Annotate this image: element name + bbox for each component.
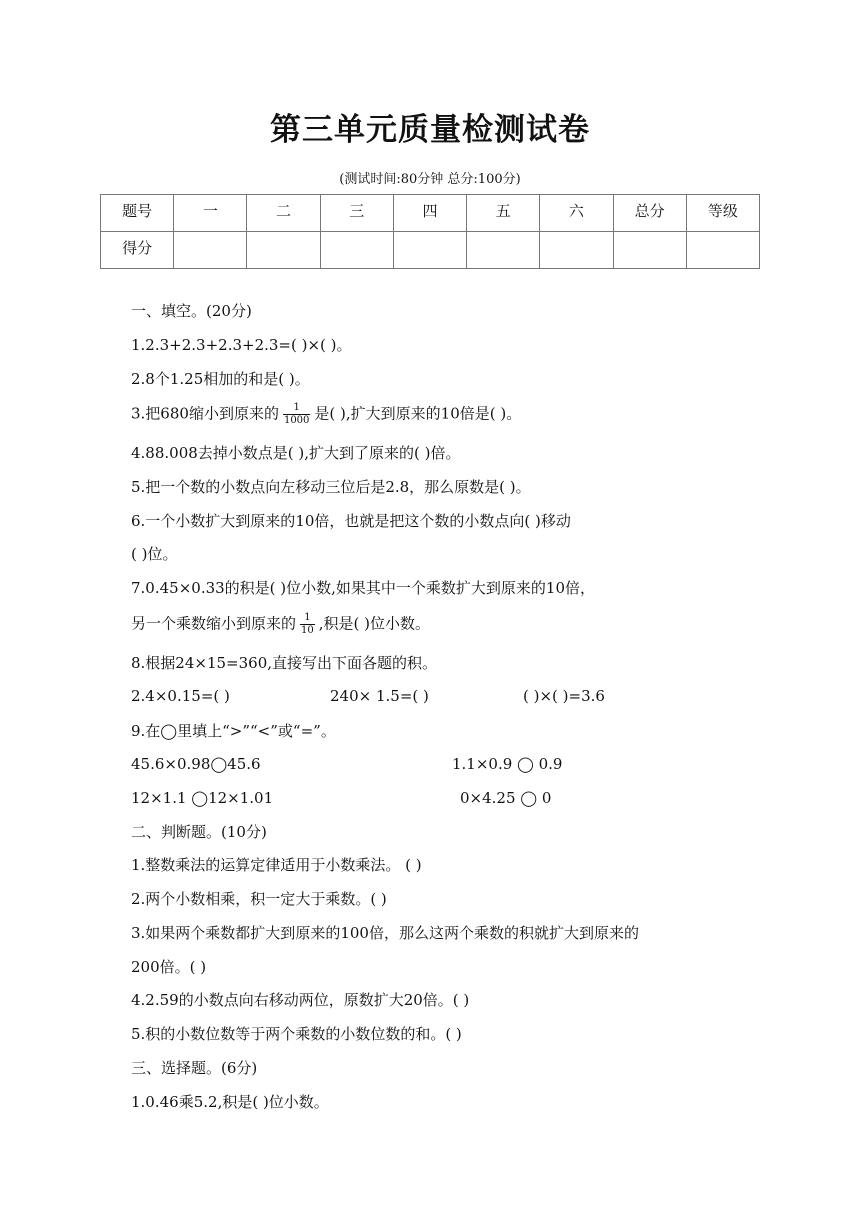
test-info: (测试时间:80分钟 总分:100分) <box>339 172 521 187</box>
fraction-numerator: 1 <box>300 612 315 625</box>
fraction-denominator: 1000 <box>283 415 310 426</box>
question: 4.88.008去掉小数点是( ),扩大到了原来的( )倍。 <box>131 444 461 462</box>
question: 7.0.45×0.33的积是( )位小数,如果其中一个乘数扩大到原来的10倍， <box>131 579 596 597</box>
question: 1.整数乘法的运算定律适用于小数乘法。 ( ) <box>131 856 422 874</box>
score-cell: 四 <box>393 195 466 232</box>
score-input-cell[interactable] <box>174 232 247 269</box>
score-cell: 三 <box>320 195 393 232</box>
sub-question: 0×4.25 ◯ 0 <box>460 789 552 807</box>
fraction-numerator: 1 <box>283 402 310 415</box>
score-cell: 总分 <box>613 195 686 232</box>
score-table <box>100 194 760 269</box>
score-input-cell[interactable] <box>540 232 613 269</box>
question: 6.一个小数扩大到原来的10倍，也就是把这个数的小数点向( )移动 <box>131 512 571 530</box>
score-input-cell[interactable] <box>686 232 759 269</box>
question-text: 是( ),扩大到原来的10倍是( )。 <box>314 404 522 423</box>
question <box>131 402 521 427</box>
question: 5.积的小数位数等于两个乘数的小数位数的和。( ) <box>131 1025 462 1043</box>
question: 8.根据24×15=360,直接写出下面各题的积。 <box>131 654 438 672</box>
score-cell: 六 <box>540 195 613 232</box>
question-continuation: ( )位。 <box>131 545 178 563</box>
question-text: ,积是( )位小数。 <box>318 614 430 633</box>
score-cell: 题号 <box>101 195 174 232</box>
score-cell: 二 <box>247 195 320 232</box>
sub-question: 2.4×0.15=( ) <box>131 687 230 705</box>
sub-question: 1.1×0.9 ◯ 0.9 <box>452 755 563 773</box>
score-input-cell[interactable] <box>613 232 686 269</box>
score-input-cell[interactable] <box>393 232 466 269</box>
fraction <box>283 402 310 427</box>
question: 9.在◯里填上“>”“<”或“=”。 <box>131 722 336 740</box>
score-input-cell[interactable] <box>467 232 540 269</box>
score-table-header-row <box>101 195 760 232</box>
question-text: 另一个乘数缩小到原来的 <box>131 614 297 633</box>
question: 5.把一个数的小数点向左移动三位后是2.8，那么原数是( )。 <box>131 478 531 496</box>
score-cell: 等级 <box>686 195 759 232</box>
question: 2.8个1.25相加的和是( )。 <box>131 370 310 388</box>
question: 1.2.3+2.3+2.3+2.3=( )×( )。 <box>131 336 352 354</box>
section-heading: 三、选择题。(6分) <box>131 1059 258 1077</box>
question-text: 3.把680缩小到原来的 <box>131 404 279 423</box>
score-table-score-row <box>101 232 760 269</box>
question: 1.0.46乘5.2,积是( )位小数。 <box>131 1093 329 1111</box>
sub-question: 12×1.1 ◯12×1.01 <box>131 789 274 807</box>
question: 3.如果两个乘数都扩大到原来的100倍，那么这两个乘数的积就扩大到原来的 <box>131 924 639 942</box>
fraction-denominator: 10 <box>301 625 314 636</box>
fraction <box>300 612 315 637</box>
sub-question: 240× 1.5=( ) <box>330 687 429 705</box>
score-input-cell[interactable] <box>247 232 320 269</box>
question-continuation <box>131 612 430 637</box>
section-heading: 一、填空。(20分) <box>131 302 252 320</box>
section-heading: 二、判断题。(10分) <box>131 823 267 841</box>
score-cell: 五 <box>467 195 540 232</box>
sub-question: 45.6×0.98◯45.6 <box>131 755 261 773</box>
score-cell: 得分 <box>101 232 174 269</box>
sub-question: ( )×( )=3.6 <box>523 687 605 705</box>
question-continuation: 200倍。( ) <box>131 958 207 976</box>
question: 2.两个小数相乘，积一定大于乘数。( ) <box>131 890 387 908</box>
score-cell: 一 <box>174 195 247 232</box>
score-input-cell[interactable] <box>320 232 393 269</box>
question: 4.2.59的小数点向右移动两位，原数扩大20倍。( ) <box>131 991 470 1009</box>
page-title: 第三单元质量检测试卷 <box>270 112 590 148</box>
